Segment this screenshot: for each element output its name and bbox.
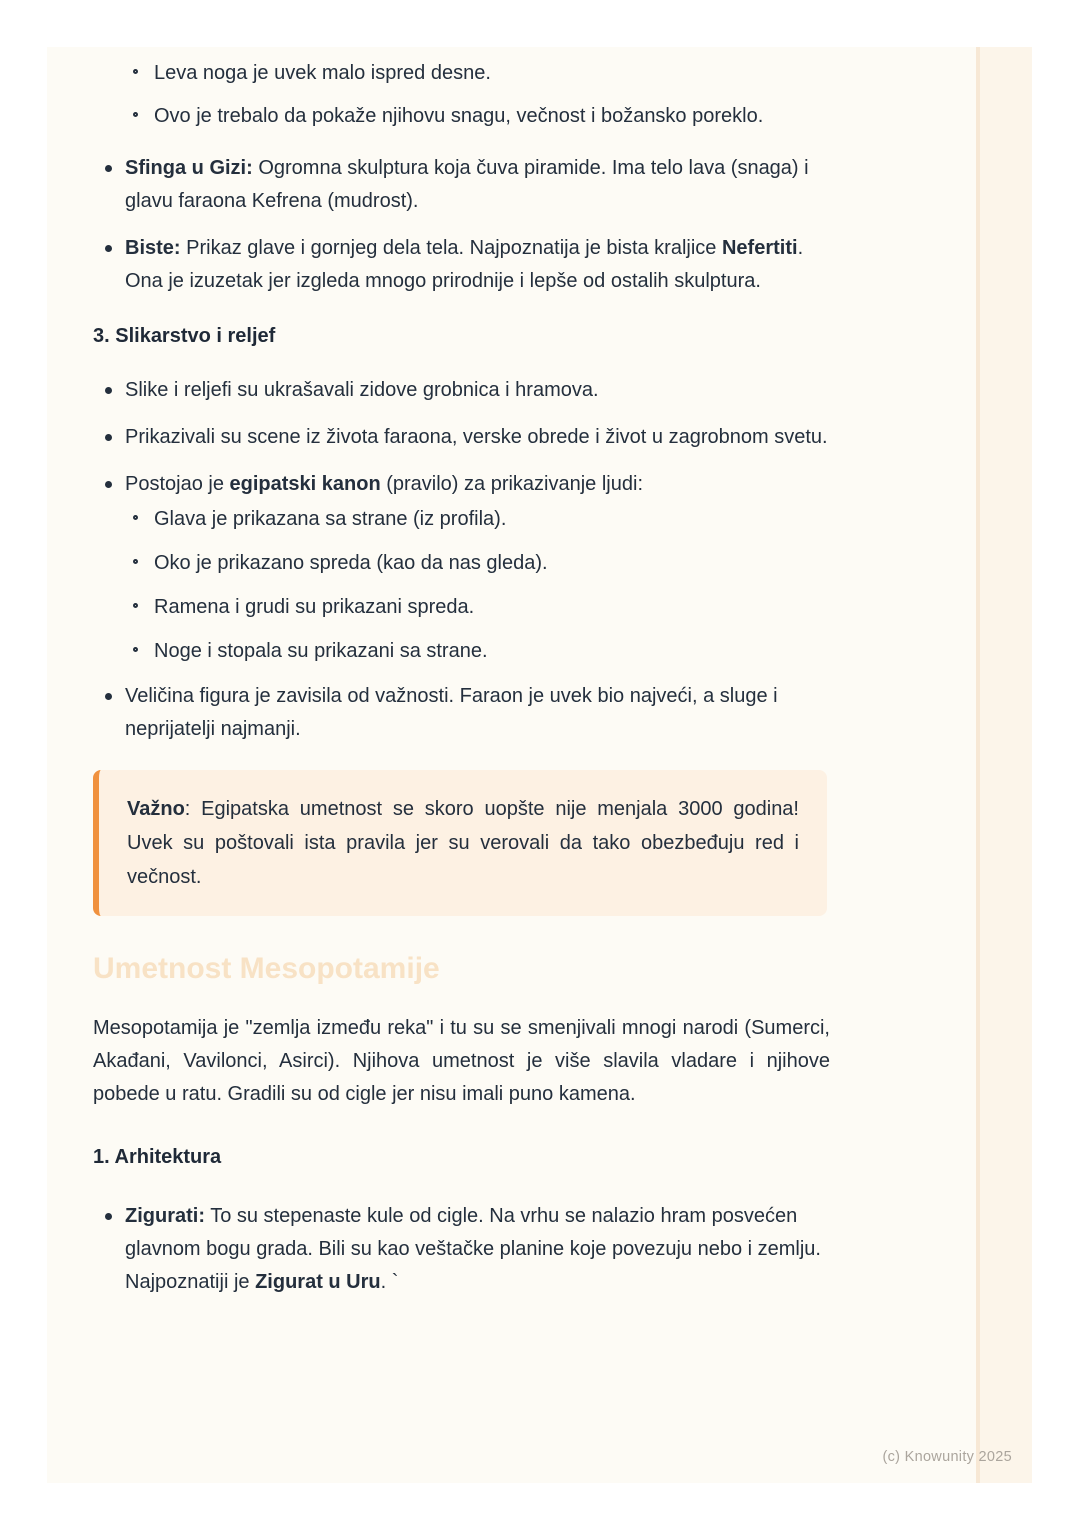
callout-label: Važno [127,798,185,820]
term-rest: Postojao je [125,473,230,495]
bullet-circle-icon [133,69,138,74]
term-bold: egipatski kanon [229,473,381,495]
bullet-dot-icon [105,693,112,700]
marker [93,1200,125,1233]
bullet-dot-icon [105,245,112,252]
term-rest: (pravilo) za prikazivanje ljudi: [380,473,643,495]
list-item-biste [93,232,830,298]
marker [122,503,154,536]
list-item-kanon [93,468,830,501]
list-item [93,374,830,407]
list-item-text [125,1200,830,1299]
list-item-zigurati [93,1200,830,1299]
marker [122,547,154,580]
term-bold: Biste: [125,237,181,259]
list-item [93,503,830,536]
bullet-dot-icon [105,481,112,488]
term-bold: Zigurat u Uru [255,1271,381,1293]
marker [93,680,125,713]
page-title-mesopotamija: Umetnost Mesopotamije [93,952,440,985]
marker [93,152,125,185]
term-bold: Sfinga u Gizi: [125,157,253,179]
bullet-circle-icon [133,559,138,564]
section-heading-arhitektura: 1. Arhitektura [93,1146,222,1168]
mesopotamia-paragraph: Mesopotamija je "zemlja između reka" i tu su se smenjivali mnogi narodi (Sumerci, Akađani, Vavilonci, Asirci). Njihova umetnost je više slavila vladare i njihove pobede u ratu. Gradili su od cigle jer nisu imali puno kamena. [93,1017,830,1105]
page-content [93,57,830,1299]
marker [122,635,154,668]
copyright-footer: (c) Knowunity 2025 [882,1449,1012,1465]
bullet-circle-icon [133,647,138,652]
list-item-text [125,232,830,298]
list-item-text: Glava je prikazana sa strane (iz profila). [154,508,507,530]
kanon-sublist [93,503,830,668]
list-item-text: Slike i reljefi su ukrašavali zidove grobnica i hramova. [125,379,599,401]
important-callout [93,770,827,916]
list-item-sfinga [93,152,830,218]
list-item-text: Ramena i grudi su prikazani spreda. [154,596,475,618]
arhitektura-list [93,1200,830,1299]
term-bold: Nefertiti [721,237,798,259]
page-margin-strip [980,47,1032,1483]
list-item [93,680,830,746]
marker [122,57,154,90]
list-item [93,57,830,90]
term-bold: Zigurati: [125,1205,205,1227]
bullet-dot-icon [105,434,112,441]
list-item [93,100,830,133]
sculpture-list [93,152,830,298]
list-item-text: Oko je prikazano spreda (kao da nas gleda). [154,552,548,574]
bullet-circle-icon [133,603,138,608]
bullet-circle-icon [133,112,138,117]
term-rest: Prikaz glave i gornjeg dela tela. Najpoznatija je bista kraljice [180,237,722,259]
list-item-text [125,468,830,501]
marker [93,421,125,454]
marker [93,468,125,501]
list-item-text: Noge i stopala su prikazani sa strane. [154,640,488,662]
list-item [93,421,830,454]
list-item-text: Prikazivali su scene iz života faraona, verske obrede i život u zagrobnom svetu. [125,426,828,448]
term-rest: . Ona je izuzetak jer izgleda mnogo prirodnije i lepše od ostalih skulptura. [125,237,804,292]
bullet-circle-icon [133,515,138,520]
list-item [93,591,830,624]
term-rest: Ogromna skulptura koja čuva piramide. Ima telo lava (snaga) i glavu faraona Kefrena (mudrost). [125,157,809,212]
section-heading-slikarstvo: 3. Slikarstvo i reljef [93,325,276,347]
notes-page [47,47,1032,1483]
list-item-text: Ovo je trebalo da pokaže njihovu snagu, večnost i božansko poreklo. [154,105,764,127]
bullet-dot-icon [105,165,112,172]
term-rest: . ` [380,1271,399,1293]
slikarstvo-list [93,374,830,746]
list-item-text: Veličina figura je zavisila od važnosti. Faraon je uvek bio najveći, a sluge i neprijatelji najmanji. [125,685,778,740]
marker [122,591,154,624]
statues-sublist [93,57,830,133]
list-item-text [125,152,830,218]
marker [122,100,154,133]
term-rest: To su stepenaste kule od cigle. Na vrhu se nalazio hram posvećen glavnom bogu grada. Bili su kao veštačke planine koje povezuju nebo i zemlju. Najpoznatiji je [125,1205,821,1293]
list-item [93,547,830,580]
callout-text: : Egipatska umetnost se skoro uopšte nije menjala 3000 godina! Uvek su poštovali ista pravila jer su verovali da tako obezbeđuju red i večnost. [127,798,799,888]
list-item [93,635,830,668]
marker [93,232,125,265]
bullet-dot-icon [105,387,112,394]
bullet-dot-icon [105,1213,112,1220]
list-item-text: Leva noga je uvek malo ispred desne. [154,62,491,84]
marker [93,374,125,407]
